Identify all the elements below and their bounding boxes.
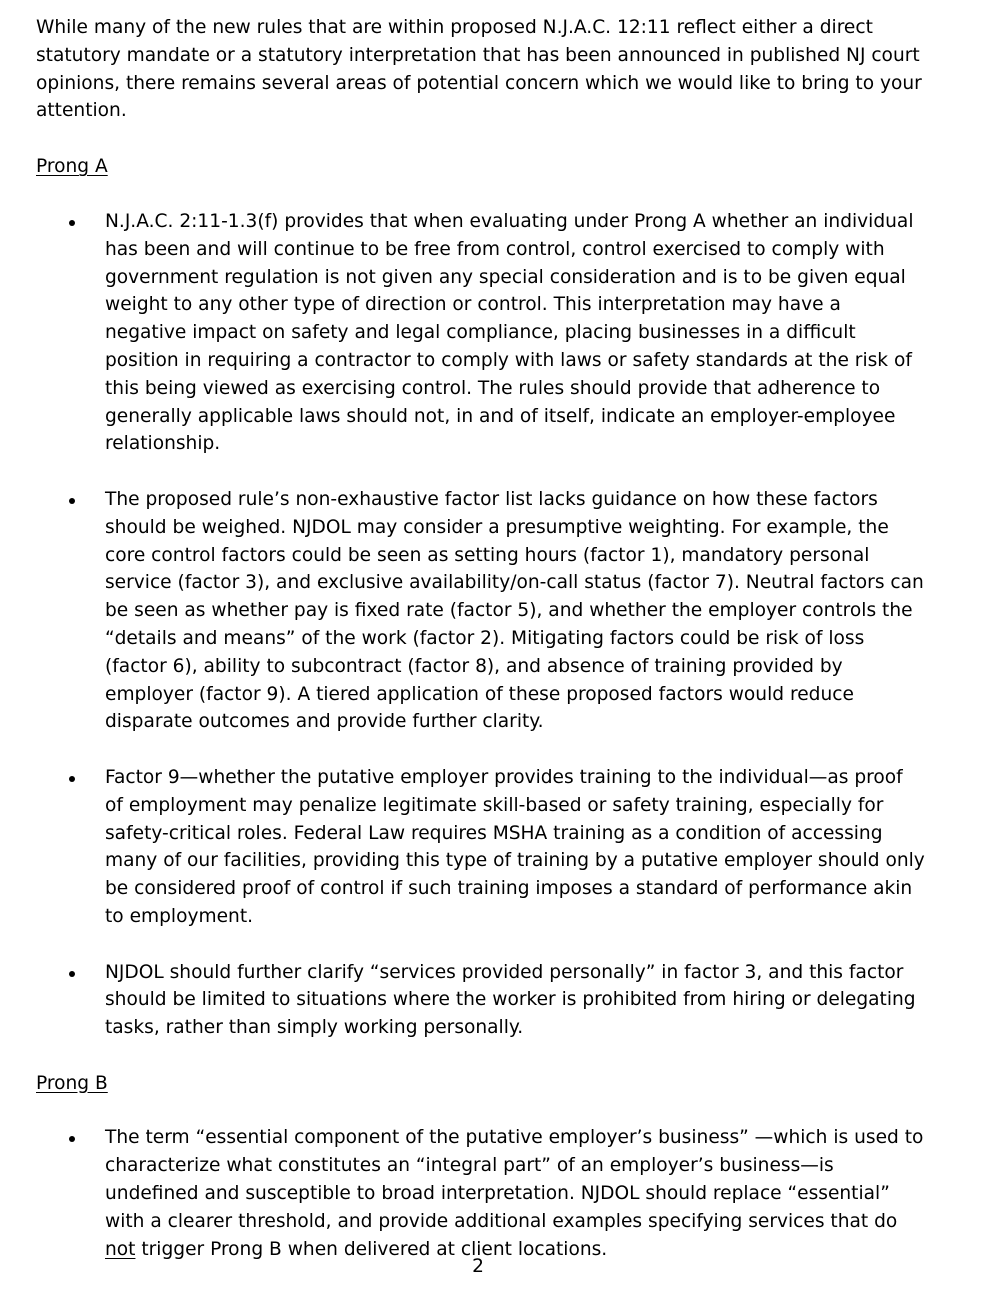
prong-a-list [36,208,926,1042]
bullet-icon [69,776,75,782]
list-item-text: The proposed rule’s non-exhaustive factor list lacks guidance on how these factors should be weighed. NJDOL may consider a presumptive weighting. For example, the core control factors could be seen as setting hours (factor 1), mandatory personal service (factor 3), and exclusive availability/on-call status (factor 7). Neutral factors can be seen as whether pay is fixed rate (factor 5), and whether the employer controls the “details and means” of the work (factor 2). Mitigating factors could be risk of loss (factor 6), ability to subcontract (factor 8), and absence of training provided by employer (factor 9). A tiered application of these proposed factors would reduce disparate outcomes and provide further clarity. [105,488,924,733]
list-item [36,959,926,1042]
prong-a-heading: Prong A [36,156,108,178]
list-item-text: Factor 9—whether the putative employer provides training to the individual—as proof of employment may penalize legitimate skill-based or safety training, especially for safety-critical roles. Federal Law requires MSHA training as a condition of accessing many of our facilities, providing this type of training by a putative employer should only be considered proof of control if such training imposes a standard of performance akin to employment. [105,766,925,927]
bullet-icon [69,971,75,977]
emphasis-not: not [105,1238,136,1260]
page-number: 2 [472,1256,484,1277]
list-item [36,208,926,458]
list-item-text: NJDOL should further clarify “services provided personally” in factor 3, and this factor should be limited to situations where the worker is prohibited from hiring or delegating tasks, rather than simply working personally. [105,961,916,1039]
document-page [36,14,926,1263]
bullet-icon [69,220,75,226]
bullet-icon [69,498,75,504]
intro-paragraph: While many of the new rules that are within proposed N.J.A.C. 12:11 reflect either a direct statutory mandate or a statutory interpretation that has been announced in published NJ court opinions, there remains several areas of potential concern which we would like to bring to your attention. [36,17,922,122]
list-item [36,486,926,736]
list-item-text-start: The term “essential component of the putative employer’s business” —which is used to characterize what constitutes an “integral part” of an employer’s business—is undefined and susceptible to broad interpretation. NJDOL should replace “essential” with a clearer threshold, and provide additional examples specifying services that do [105,1127,924,1232]
list-item-text-end: trigger Prong B when delivered at client locations. [135,1238,608,1260]
prong-b-heading: Prong B [36,1072,108,1094]
prong-b-list [36,1124,926,1263]
bullet-icon [69,1136,75,1142]
list-item [36,764,926,931]
list-item-text: N.J.A.C. 2:11-1.3(f) provides that when evaluating under Prong A whether an individual has been and will continue to be free from control, control exercised to comply with government regulation is not given any special consideration and is to be given equal weight to any other type of direction or control. This interpretation may have a negative impact on safety and legal compliance, placing businesses in a difficult position in requiring a contractor to comply with laws or safety standards at the risk of this being viewed as exercising control. The rules should provide that adherence to generally applicable laws should not, in and of itself, indicate an employer-employee relationship. [105,210,914,455]
list-item [36,1124,926,1263]
